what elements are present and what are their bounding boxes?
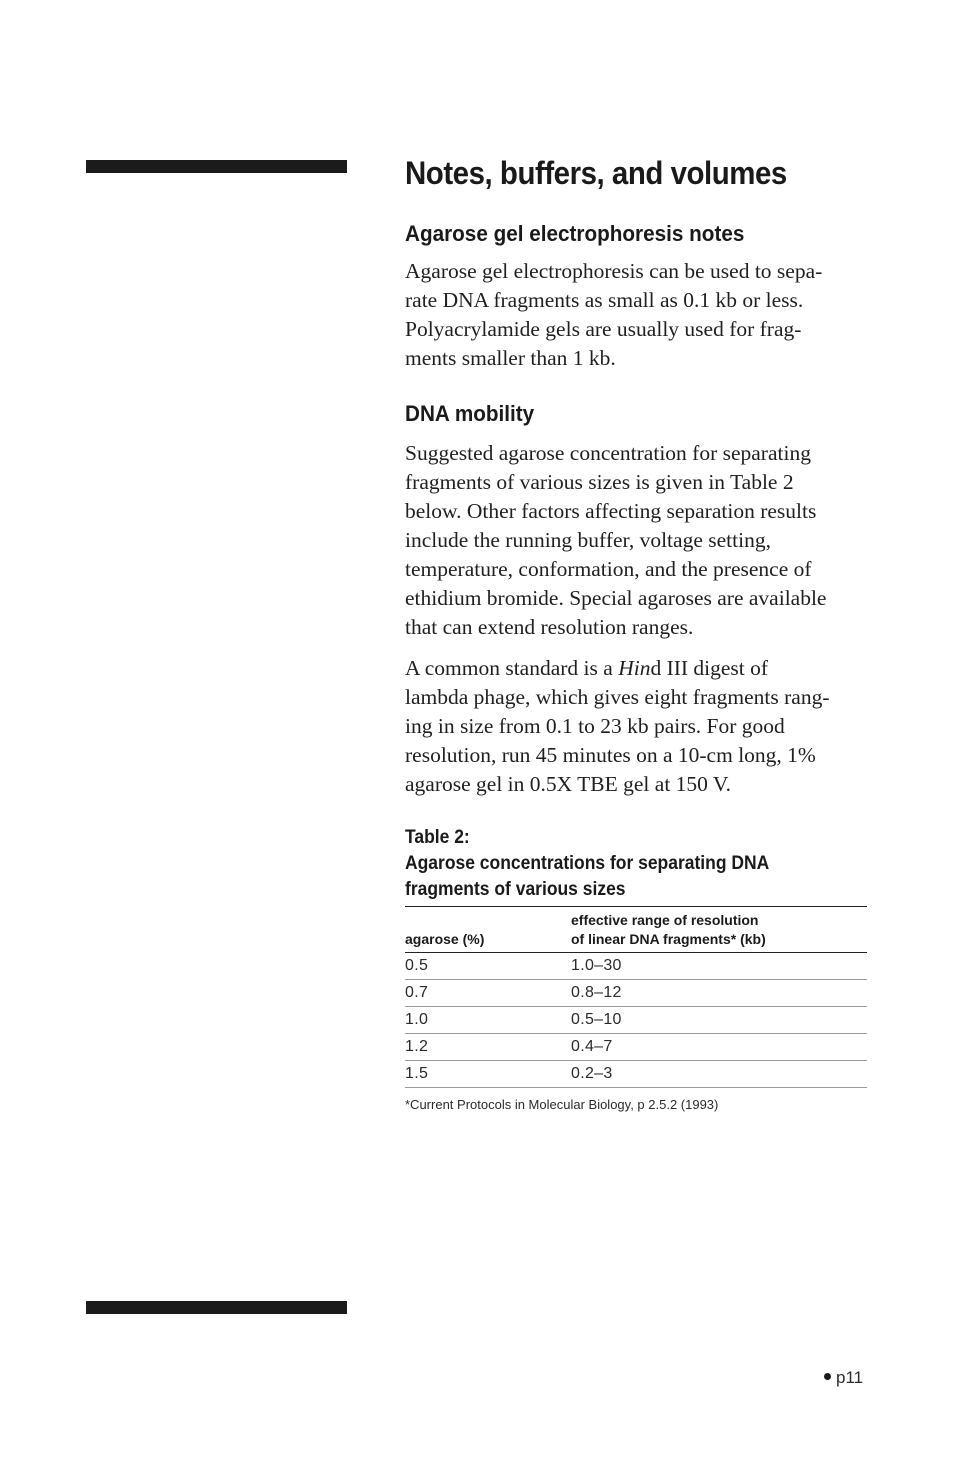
text-line: that can extend resolution ranges. bbox=[405, 615, 694, 639]
page-number-text: p11 bbox=[836, 1368, 864, 1387]
text-line: ments smaller than 1 kb. bbox=[405, 346, 616, 370]
text-line: Agarose gel electrophoresis can be used to sepa- bbox=[405, 259, 823, 283]
caption-line: Agarose concentrations for separating DNA bbox=[405, 853, 770, 874]
text-line: Polyacrylamide gels are usually used for frag- bbox=[405, 317, 802, 341]
paragraph-dna-mobility bbox=[405, 439, 870, 642]
text-line: ethidium bromide. Special agaroses are available bbox=[405, 586, 827, 610]
text-line: ing in size from 0.1 to 23 kb pairs. For good bbox=[405, 714, 785, 738]
page-number bbox=[824, 1367, 863, 1389]
cell-agarose: 1.0 bbox=[405, 1007, 571, 1034]
text-line: include the running buffer, voltage setting, bbox=[405, 528, 771, 552]
table-row bbox=[405, 980, 867, 1007]
cell-range: 0.5–10 bbox=[571, 1007, 867, 1034]
cell-agarose: 1.5 bbox=[405, 1061, 571, 1088]
top-decorative-bar bbox=[86, 160, 347, 173]
caption-line: Table 2: bbox=[405, 827, 470, 848]
paragraph-hind-iii-standard bbox=[405, 654, 870, 799]
header-agarose-percent: agarose (%) bbox=[405, 907, 571, 953]
text-fragment: A common standard is a bbox=[405, 656, 619, 680]
section-heading-dna-mobility: DNA mobility bbox=[405, 401, 535, 426]
table-row bbox=[405, 953, 867, 980]
bullet-icon bbox=[824, 1373, 831, 1380]
table-row bbox=[405, 1034, 867, 1061]
cell-range: 0.4–7 bbox=[571, 1034, 867, 1061]
cell-range: 0.8–12 bbox=[571, 980, 867, 1007]
table-footnote: *Current Protocols in Molecular Biology, p 2.5.2 (1993) bbox=[405, 1097, 719, 1112]
caption-line: fragments of various sizes bbox=[405, 879, 626, 900]
table-header-row bbox=[405, 907, 867, 953]
text-fragment: d III digest of bbox=[650, 656, 769, 680]
header-resolution-range: effective range of resolution of linear DNA fragments* (kb) bbox=[571, 907, 867, 953]
text-line: agarose gel in 0.5X TBE gel at 150 V. bbox=[405, 772, 732, 796]
section-heading-agarose-notes: Agarose gel electrophoresis notes bbox=[405, 221, 745, 246]
text-line: below. Other factors affecting separation results bbox=[405, 499, 817, 523]
text-line: rate DNA fragments as small as 0.1 kb or less. bbox=[405, 288, 804, 312]
text-line bbox=[405, 654, 870, 683]
cell-range: 0.2–3 bbox=[571, 1061, 867, 1088]
text-line: lambda phage, which gives eight fragments rang- bbox=[405, 685, 830, 709]
text-line: temperature, conformation, and the presence of bbox=[405, 557, 812, 581]
cell-agarose: 1.2 bbox=[405, 1034, 571, 1061]
cell-agarose: 0.7 bbox=[405, 980, 571, 1007]
text-line: Suggested agarose concentration for separating bbox=[405, 441, 811, 465]
bottom-decorative-bar bbox=[86, 1301, 347, 1314]
paragraph-agarose-notes bbox=[405, 257, 870, 373]
italic-term: Hin bbox=[618, 656, 651, 680]
cell-agarose: 0.5 bbox=[405, 953, 571, 980]
cell-range: 1.0–30 bbox=[571, 953, 867, 980]
main-content bbox=[405, 150, 870, 1114]
table-caption bbox=[405, 825, 833, 903]
table-row bbox=[405, 1061, 867, 1088]
text-line: resolution, run 45 minutes on a 10-cm long, 1% bbox=[405, 743, 816, 767]
page-title: Notes, buffers, and volumes bbox=[405, 155, 787, 191]
agarose-concentration-table bbox=[405, 906, 867, 1088]
table-row bbox=[405, 1007, 867, 1034]
text-line: fragments of various sizes is given in Table 2 bbox=[405, 470, 794, 494]
